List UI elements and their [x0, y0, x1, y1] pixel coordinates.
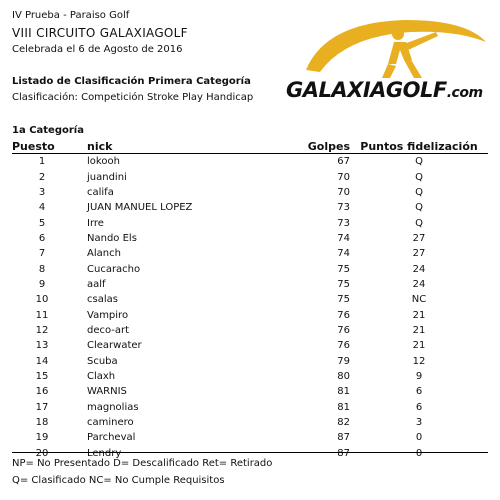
cell-strokes: 87	[337, 447, 350, 459]
cell-strokes: 79	[337, 355, 350, 367]
cell-strokes: 82	[337, 417, 350, 429]
cell-position: 10	[35, 294, 49, 306]
category-title: 1a Categoría	[12, 125, 84, 136]
logo-brand-text: GALAXIAGOLF	[286, 78, 447, 102]
cell-strokes: 75	[337, 278, 350, 290]
cell-points: Q	[415, 202, 423, 214]
cell-strokes: 70	[337, 171, 350, 183]
cell-strokes: 70	[337, 186, 350, 198]
cell-position: 12	[35, 324, 49, 336]
table-body	[12, 154, 488, 461]
table-row	[12, 353, 488, 368]
page-title: VIII CIRCUITO GALAXIAGOLF	[12, 26, 188, 40]
table-row	[12, 384, 488, 399]
cell-points: 3	[415, 417, 423, 429]
cell-points: Q	[415, 217, 423, 229]
legend-line-1: NP= No Presentado D= Descalificado Ret= Retirado	[12, 458, 273, 469]
table-row	[12, 246, 488, 261]
table-row	[12, 154, 488, 169]
cell-strokes: 76	[337, 340, 350, 352]
cell-nick: aalf	[87, 278, 106, 290]
cell-strokes: 67	[337, 156, 350, 168]
cell-nick: caminero	[87, 417, 134, 429]
classification-type: Clasificación: Competición Stroke Play Handicap	[12, 92, 254, 103]
cell-nick: Scuba	[87, 355, 118, 367]
cell-points: 24	[412, 263, 426, 275]
cell-position: 14	[35, 355, 49, 367]
table-row	[12, 430, 488, 445]
cell-strokes: 73	[337, 202, 350, 214]
cell-nick: Parcheval	[87, 432, 136, 444]
cell-points: Q	[415, 186, 423, 198]
cell-strokes: 74	[337, 232, 350, 244]
cell-nick: csalas	[87, 294, 118, 306]
cell-strokes: 73	[337, 217, 350, 229]
table-row	[12, 231, 488, 246]
table-row	[12, 307, 488, 322]
cell-position: 2	[38, 171, 46, 183]
cell-position: 11	[35, 309, 49, 321]
cell-points: 6	[415, 401, 423, 413]
cell-nick: Alanch	[87, 248, 121, 260]
cell-position: 1	[38, 156, 46, 168]
cell-position: 4	[38, 202, 46, 214]
cell-points: 12	[412, 355, 426, 367]
cell-points: 6	[415, 386, 423, 398]
cell-strokes: 74	[337, 248, 350, 260]
cell-nick: lokooh	[87, 156, 120, 168]
table-row	[12, 338, 488, 353]
cell-nick: JUAN MANUEL LOPEZ	[87, 202, 193, 214]
golfer-logo-icon	[286, 12, 496, 82]
table-row	[12, 400, 488, 415]
cell-points: 27	[412, 248, 426, 260]
cell-strokes: 87	[337, 432, 350, 444]
cell-position: 19	[35, 432, 49, 444]
col-header-position: Puesto	[12, 140, 55, 153]
logo-domain-text: .com	[446, 85, 483, 101]
cell-position: 3	[38, 186, 46, 198]
footer-divider	[12, 452, 488, 453]
table-row	[12, 215, 488, 230]
cell-nick: deco-art	[87, 324, 130, 336]
cell-strokes: 75	[337, 294, 350, 306]
listing-title: Listado de Clasificación Primera Categoría	[12, 76, 251, 87]
cell-strokes: 81	[337, 401, 350, 413]
cell-nick: califa	[87, 186, 114, 198]
table-header	[12, 138, 488, 154]
cell-position: 5	[38, 217, 46, 229]
cell-points: Q	[415, 171, 423, 183]
col-header-nick: nick	[87, 140, 113, 153]
cell-position: 9	[38, 278, 46, 290]
cell-nick: WARNIS	[87, 386, 127, 398]
table-row	[12, 323, 488, 338]
cell-points: 21	[412, 324, 426, 336]
cell-nick: Lendry	[87, 447, 122, 459]
cell-points: 9	[415, 370, 423, 382]
cell-nick: Clearwater	[87, 340, 142, 352]
table-row	[12, 185, 488, 200]
cell-nick: Nando Els	[87, 232, 137, 244]
cell-position: 13	[35, 340, 49, 352]
results-table	[12, 125, 488, 461]
cell-points: 24	[412, 278, 426, 290]
cell-strokes: 76	[337, 324, 350, 336]
col-header-strokes: Golpes	[307, 140, 350, 153]
cell-position: 17	[35, 401, 49, 413]
cell-strokes: 80	[337, 370, 350, 382]
table-row	[12, 200, 488, 215]
cell-nick: juandini	[87, 171, 127, 183]
cell-nick: magnolias	[87, 401, 139, 413]
cell-points: 0	[415, 432, 423, 444]
table-row	[12, 169, 488, 184]
table-row	[12, 369, 488, 384]
event-subtitle: IV Prueba - Paraiso Golf	[12, 10, 130, 21]
col-header-points: Puntos fidelización	[360, 140, 478, 153]
cell-nick: Irre	[87, 217, 104, 229]
cell-position: 6	[38, 232, 46, 244]
cell-points: 21	[412, 309, 426, 321]
cell-points: 27	[412, 232, 426, 244]
table-row	[12, 277, 488, 292]
table-row	[12, 261, 488, 276]
cell-position: 20	[35, 447, 49, 459]
cell-position: 18	[35, 417, 49, 429]
galaxiagolf-logo	[286, 12, 496, 112]
cell-nick: Cucaracho	[87, 263, 141, 275]
cell-points: Q	[415, 156, 423, 168]
cell-points: 21	[412, 340, 426, 352]
cell-position: 8	[38, 263, 46, 275]
legend-line-2: Q= Clasificado NC= No Cumple Requisitos	[12, 475, 225, 486]
cell-points: 0	[415, 447, 423, 459]
cell-nick: Vampiro	[87, 309, 129, 321]
cell-strokes: 76	[337, 309, 350, 321]
table-row	[12, 292, 488, 307]
cell-nick: Claxh	[87, 370, 116, 382]
cell-points: NC	[411, 294, 427, 306]
table-row	[12, 415, 488, 430]
cell-strokes: 75	[337, 263, 350, 275]
cell-strokes: 81	[337, 386, 350, 398]
cell-position: 16	[35, 386, 49, 398]
cell-position: 15	[35, 370, 49, 382]
cell-position: 7	[38, 248, 46, 260]
event-date: Celebrada el 6 de Agosto de 2016	[12, 44, 183, 55]
